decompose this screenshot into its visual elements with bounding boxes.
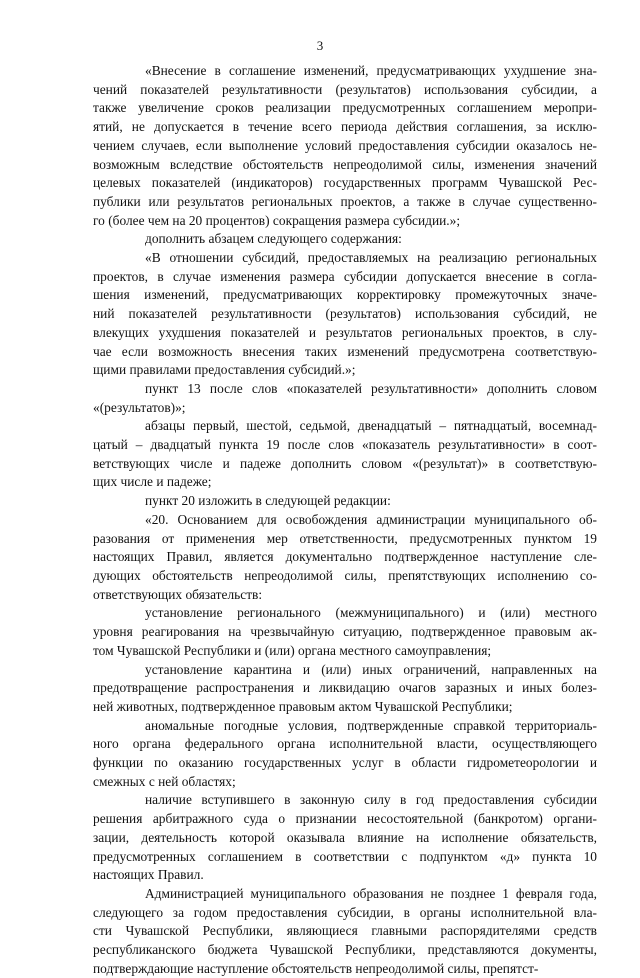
text-line: настоящих Правил, является документально подтвержденное наступление сле-	[93, 549, 597, 565]
paragraph-p8	[93, 604, 597, 660]
text-line: также увеличение сроков реализации предусмотренных соглашением меропри-	[93, 100, 597, 116]
document-body	[93, 62, 597, 978]
text-line: возможным вследствие обстоятельств непреодолимой силы, изменения значений	[93, 156, 597, 172]
text-line: аномальные погодные условия, подтвержденные справкой территориаль-	[145, 717, 597, 733]
text-line: чений показателей результативности (результатов) использования субсидии, а	[93, 81, 597, 97]
paragraph-p2	[93, 230, 597, 249]
paragraph-p3	[93, 249, 597, 380]
text-line: влекущих ухудшения показателей и результатов региональных проектов, в слу-	[93, 324, 597, 340]
text-line: абзацы первый, шестой, седьмой, двенадцатый – пятнадцатый, восемнад-	[145, 418, 597, 434]
text-line: зации, деятельность которой оказывала влияние на исполнение обязательств,	[93, 829, 597, 845]
text-line: ней животных, подтвержденное правовым актом Чувашской Республики;	[93, 698, 513, 714]
text-line: пункт 20 изложить в следующей редакции:	[145, 493, 391, 509]
text-line: щими правилами предоставления субсидий.»;	[93, 362, 356, 378]
text-line: целевых показателей (индикаторов) государственных программ Чувашской Рес-	[93, 175, 597, 191]
text-line: Администрацией муниципального образования не позднее 1 февраля года,	[145, 885, 597, 901]
text-line: го (более чем на 20 процентов) сокращения размера субсидии.»;	[93, 212, 461, 228]
text-line: ответствующих обязательств:	[93, 586, 263, 602]
paragraph-p5	[93, 417, 597, 492]
text-line: предусмотренных соглашением в соответствии с подпунктом «д» пункта 10	[93, 848, 597, 864]
text-line: решения арбитражного суда о признании несостоятельной (банкротом) органи-	[93, 811, 597, 827]
text-line: дующих обстоятельств непреодолимой силы, препятствующих исполнению со-	[93, 567, 597, 583]
paragraph-p11	[93, 791, 597, 885]
text-line: «20. Основанием для освобождения администрации муниципального об-	[145, 511, 597, 527]
text-line: «В отношении субсидий, предоставляемых на реализацию региональных	[145, 250, 597, 266]
text-line: сти Чувашской Республики, являющиеся главными распорядителями средств	[93, 923, 597, 939]
paragraph-p12	[93, 885, 597, 978]
text-line: «(результатов)»;	[93, 399, 186, 415]
paragraph-p1	[93, 62, 597, 230]
text-line: настоящих Правил.	[93, 867, 204, 883]
text-line: чае если возможность внесения таких изменений предусмотрена соответствую-	[93, 343, 597, 359]
text-line: подтверждающие наступление обстоятельств непреодолимой силы, препятст-	[93, 960, 539, 976]
text-line: чением случаев, если выполнение условий предоставления субсидии оказалось не-	[93, 137, 597, 153]
text-line: пункт 13 после слов «показателей результативности» дополнить словом	[145, 380, 597, 396]
text-line: разования от применения мер ответственности, предусмотренных пунктом 19	[93, 530, 597, 546]
text-line: предотвращение распространения и ликвидацию очагов заразных и иных болез-	[93, 680, 597, 696]
text-line: следующего за годом предоставления субсидии, в органы исполнительной вла-	[93, 904, 597, 920]
paragraph-p7	[93, 511, 597, 605]
text-line: публики или результатов региональных проектов, а также в случае существенно-	[93, 193, 597, 209]
text-line: наличие вступившего в законную силу в год предоставления субсидии	[145, 792, 597, 808]
text-line: проектов, в случае изменения размера субсидии допускается внесение в согла-	[93, 268, 597, 284]
text-line: ного органа федерального органа исполнительной власти, осуществляющего	[93, 736, 597, 752]
page-number: 3	[316, 38, 324, 53]
text-line: смежных с ней областях;	[93, 773, 236, 789]
text-line: цатый – двадцатый пункта 19 после слов «показатель результативности» в соот-	[93, 437, 597, 453]
text-line: установление карантина и (или) иных ограничений, направленных на	[145, 661, 597, 677]
text-line: том Чувашской Республики и (или) органа местного самоуправления;	[93, 642, 492, 658]
text-line: ветствующих числе и падеже дополнить словом «(результат)» в соответствую-	[93, 455, 597, 471]
paragraph-p6	[93, 492, 597, 511]
paragraph-p10	[93, 717, 597, 792]
text-line: ний показателей результативности (результатов) использования субсидий, не	[93, 306, 597, 322]
text-line: ятий, не допускается в течение всего периода действия соглашения, за исклю-	[93, 119, 597, 135]
text-line: уровня реагирования на чрезвычайную ситуацию, подтвержденное правовым ак-	[93, 624, 597, 640]
text-line: республиканского бюджета Чувашской Республики, представляются документы,	[93, 942, 597, 958]
text-line: шения изменений, предусматривающих корректировку промежуточных значе-	[93, 287, 597, 303]
text-line: дополнить абзацем следующего содержания:	[145, 231, 402, 247]
text-line: функции по оказанию государственных услуг в области гидрометеорологии и	[93, 755, 597, 771]
text-line: установление регионального (межмуниципального) и (или) местного	[145, 605, 597, 621]
text-line: «Внесение в соглашение изменений, предусматривающих ухудшение зна-	[145, 63, 597, 78]
paragraph-p9	[93, 661, 597, 717]
paragraph-p4	[93, 380, 597, 417]
text-line: щих числе и падеже;	[93, 474, 212, 490]
